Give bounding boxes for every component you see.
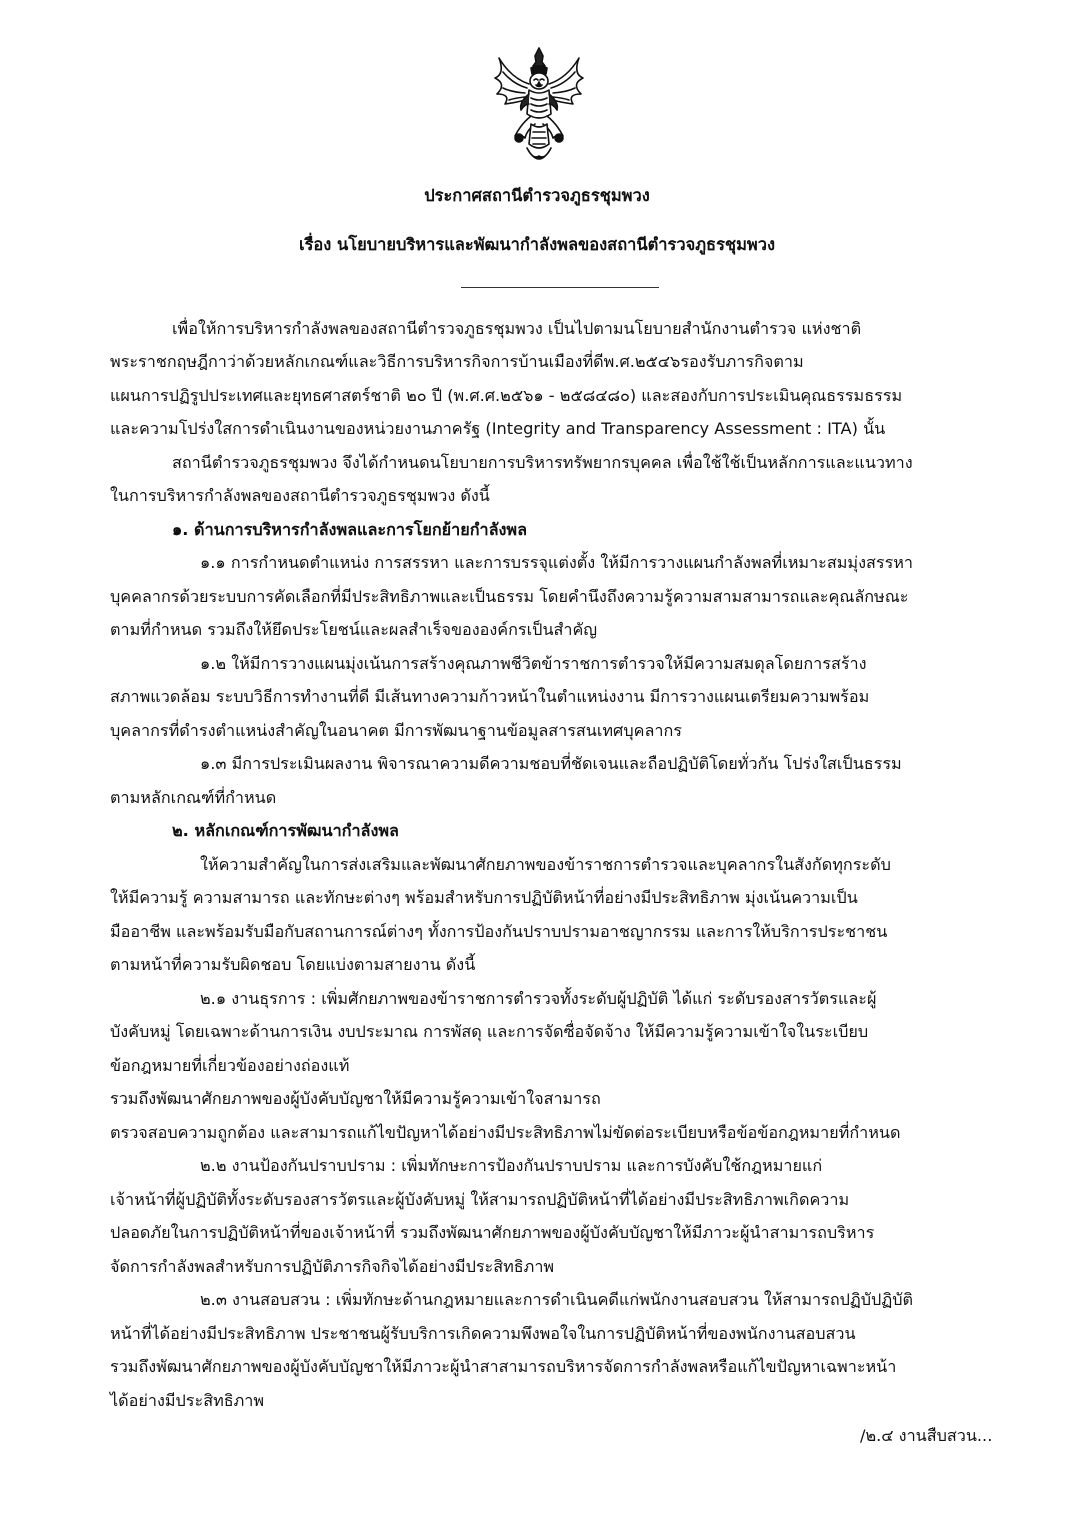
paragraph-line: ได้อย่างมีประสิทธิภาพ: [110, 1391, 265, 1410]
paragraph-line: ตามหลักเกณฑ์ที่กำหนด: [110, 788, 277, 807]
paragraph-line: หน้าที่ได้อย่างมีประสิทธิภาพ ประชาชนผู้รับบริการเกิดความพึงพอใจในการปฏิบัติหน้าที่ของพนักงานสอบสวน: [110, 1324, 856, 1343]
intro-line-6: ในการบริหารกำลังพลของสถานีตำรวจภูธรชุมพวง ดังนี้: [110, 486, 490, 505]
paragraph-line: ให้มีความรู้ ความสามารถ และทักษะต่างๆ พร้อมสำหรับการปฏิบัติหน้าที่อย่างมีประสิทธิภาพ มุ่งเน้นความเป็น: [110, 888, 858, 907]
paragraph-line: สภาพแวดล้อม ระบบวิธีการทำงานที่ดี มีเส้นทางความก้าวหน้าในตำแหน่งงาน มีการวางแผนเตรียมความพร้อม: [110, 687, 870, 706]
paragraph-line: ๒.๓ งานสอบสวน : เพิ่มทักษะด้านกฎหมายและการดำเนินคดีแก่พนักงานสอบสวน ให้สามารถปฏิบัปฏิบัติ: [200, 1290, 913, 1309]
paragraph-line: เจ้าหน้าที่ผู้ปฏิบัติทั้งระดับรองสารวัตรและผู้บังคับหมู่ ให้สามารถปฏิบัติหน้าที่ได้อย่างมีประสิทธิภาพเกิดความ: [110, 1190, 850, 1209]
paragraph-line: ให้ความสำคัญในการส่งเสริมและพัฒนาศักยภาพของข้าราชการตำรวจและบุคลากรในสังกัดทุกระดับ: [200, 855, 891, 874]
garuda-emblem-icon: [491, 44, 587, 170]
section-2-heading: ๒. หลักเกณฑ์การพัฒนากำลังพล: [172, 821, 399, 840]
title-divider: [461, 287, 659, 288]
intro-line-5: สถานีตำรวจภูธรชุมพวง จึงได้กำหนดนโยบายการบริหารทรัพยากรบุคคล เพื่อใช้ใช้เป็นหลักการและแนวทาง: [172, 453, 913, 472]
paragraph-line: รวมถึงพัฒนาศักยภาพของผู้บังคับบัญชาให้มีภาวะผู้นำสาสามารถบริหารจัดการกำลังพลหรือแก้ไขปัญหาเฉพาะหน้า: [110, 1357, 897, 1376]
paragraph-line: ๑.๑ การกำหนดตำแหน่ง การสรรหา และการบรรจุแต่งตั้ง ให้มีการวางแผนกำลังพลที่เหมาะสมมุ่งสรรหา: [200, 553, 914, 572]
intro-line-3: แผนการปฏิรูปประเทศและยุทธศาสตร์ชาติ ๒๐ ปี (พ.ศ.ศ.๒๕๖๑ - ๒๕๘๔๘๐) และสองกับการประเมินคุณธรรมธรรม: [110, 386, 903, 405]
intro-line-1: เพื่อให้การบริหารกำลังพลของสถานีตำรวจภูธรชุมพวง เป็นไปตามนโยบายสำนักงานตำรวจ แห่งชาติ: [172, 319, 862, 338]
intro-line-2: พระราชกฤษฎีกาว่าด้วยหลักเกณฑ์และวิธีการบริหารกิจการบ้านเมืองที่ดีพ.ศ.๒๕๔๖รองรับภารกิจตาม: [110, 352, 804, 371]
paragraph-line: บุคลากรที่ดำรงตำแหน่งสำคัญในอนาคต มีการพัฒนาฐานข้อมูลสารสนเทศบุคลากร: [110, 721, 682, 740]
intro-line-4: และความโปร่งใสการดำเนินงานของหน่วยงานภาครัฐ (Integrity and Transparency Assessment : ITA) นั้น: [110, 419, 886, 438]
paragraph-line: ตรวจสอบความถูกต้อง และสามารถแก้ไขปัญหาได้อย่างมีประสิทธิภาพไม่ขัดต่อระเบียบหรือข้อข้อกฎหมายที่กำหนด: [110, 1123, 901, 1142]
paragraph-line: ตามที่กำหนด รวมถึงให้ยึดประโยชน์และผลสำเร็จขององค์กรเป็นสำคัญ: [110, 620, 598, 639]
paragraph-line: จัดการกำลังพลสำหรับการปฏิบัติภารกิจกิจได้อย่างมีประสิทธิภาพ: [110, 1257, 555, 1276]
paragraph-line: ตามหน้าที่ความรับผิดชอบ โดยแบ่งตามสายงาน ดังนี้: [110, 955, 476, 974]
paragraph-line: ข้อกฎหมายที่เกี่ยวข้องอย่างถ่องแท้: [110, 1056, 350, 1075]
paragraph-line: ปลอดภัยในการปฏิบัติหน้าที่ของเจ้าหน้าที่ รวมถึงพัฒนาศักยภาพของผู้บังคับบัญชาให้มีภาวะผู้นำสามารถบริหาร: [110, 1223, 875, 1242]
announcement-title: ประกาศสถานีตำรวจภูธรชุมพวง: [424, 186, 650, 205]
page-continuation: /๒.๔ งานสืบสวน...: [860, 1426, 993, 1445]
paragraph-line: ๑.๒ ให้มีการวางแผนมุ่งเน้นการสร้างคุณภาพชีวิตข้าราชการตำรวจให้มีความสมดุลโดยการสร้าง: [200, 654, 867, 673]
paragraph-line: รวมถึงพัฒนาศักยภาพของผู้บังคับบัญชาให้มีความรู้ความเข้าใจสามารถ: [110, 1089, 601, 1108]
paragraph-line: ๑.๓ มีการประเมินผลงาน พิจารณาความดีความชอบที่ชัดเจนและถือปฏิบัติโดยทั่วกัน โปร่งใสเป็นธรรม: [200, 754, 902, 773]
paragraph-line: บังคับหมู่ โดยเฉพาะด้านการเงิน งบประมาณ การพัสดุ และการจัดซื่อจัดจ้าง ให้มีความรู้ความเข้าใจในระเบียบ: [110, 1022, 869, 1041]
paragraph-line: มืออาชีพ และพร้อมรับมือกับสถานการณ์ต่างๆ ทั้งการป้องกันปราบปรามอาชญากรรม และการให้บริการประชาชน: [110, 922, 888, 941]
section-1-heading: ๑. ด้านการบริหารกำลังพลและการโยกย้ายกำลังพล: [172, 520, 528, 539]
paragraph-line: ๒.๑ งานธุรการ : เพิ่มศักยภาพของข้าราชการตำรวจทั้งระดับผู้ปฏิบัติ ได้แก่ ระดับรองสารวัตรและผู้: [200, 989, 877, 1008]
announcement-subject: เรื่อง นโยบายบริหารและพัฒนากำลังพลของสถานีตำรวจภูธรชุมพวง: [298, 235, 775, 254]
paragraph-line: ๒.๒ งานป้องกันปราบปราม : เพิ่มทักษะการป้องกันปราบปราม และการบังคับใช้กฎหมายแก่: [200, 1156, 823, 1175]
paragraph-line: บุคคลากรด้วยระบบการคัดเลือกที่มีประสิทธิภาพและเป็นธรรม โดยคำนึงถึงความรู้ความสามสามารถและคุณลักษณะ: [110, 587, 909, 606]
